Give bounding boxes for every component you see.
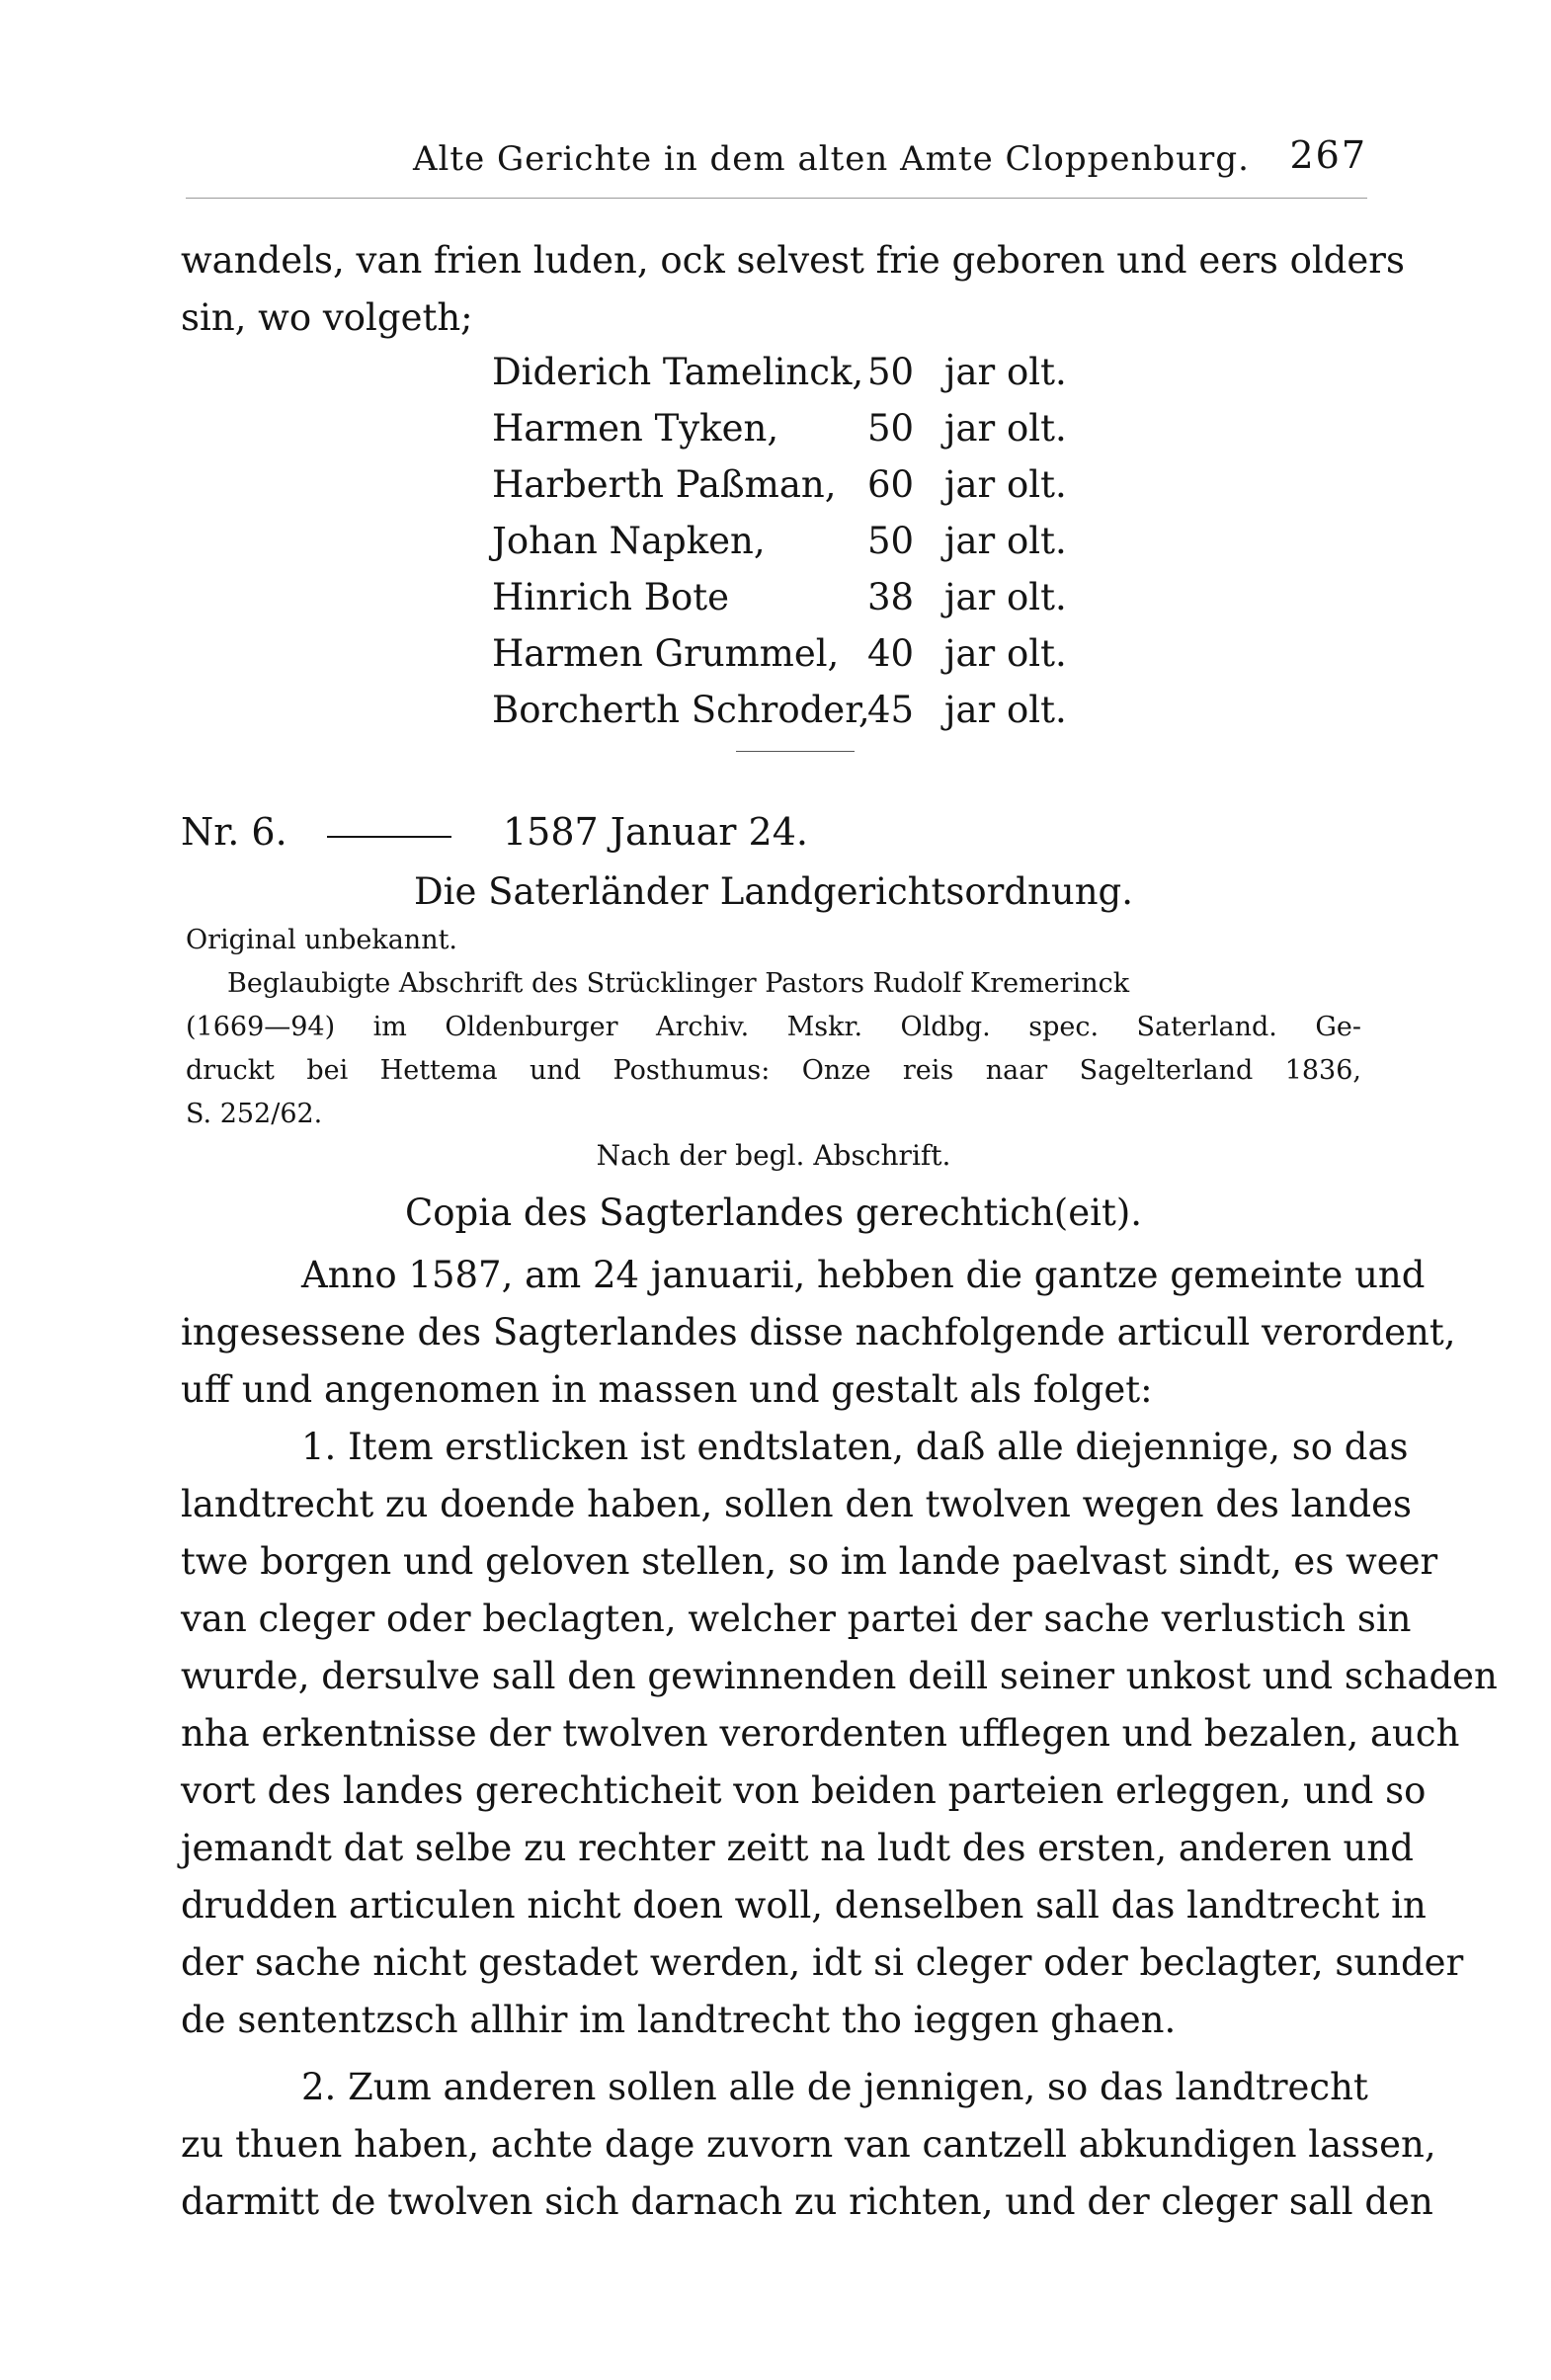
witness-age: 50 <box>867 520 915 562</box>
source-note: Original unbekannt. <box>186 925 458 955</box>
witness-age: 40 <box>867 632 915 675</box>
body-line: Anno 1587, am 24 januarii, hebben die gantze gemeinte und <box>301 1254 1426 1296</box>
witness-age: 45 <box>867 689 915 731</box>
witness-age-unit: jar olt. <box>944 351 1067 393</box>
document-number: Nr. 6. <box>181 810 287 854</box>
body-line: 1. Item erstlicken ist endtslaten, daß alle diejennige, so das <box>301 1426 1409 1468</box>
body-line: zu thuen haben, achte dage zuvorn van cantzell abkundigen lassen, <box>181 2123 1436 2166</box>
witness-age-unit: jar olt. <box>944 407 1067 450</box>
body-line: van cleger oder beclagten, welcher partei der sache verlustich sin <box>181 1598 1412 1640</box>
witness-age: 60 <box>867 463 915 506</box>
source-line: Beglaubigte Abschrift des Strücklinger Pastors Rudolf Kremerinck <box>227 968 1130 999</box>
body-line: der sache nicht gestadet werden, idt si cleger oder beclagter, sunder <box>181 1941 1464 1984</box>
document-date: 1587 Januar 24. <box>503 810 808 854</box>
witness-age-unit: jar olt. <box>944 576 1067 618</box>
source-note: Nach der begl. Abschrift. <box>596 1139 951 1172</box>
witness-age-unit: jar olt. <box>944 689 1067 731</box>
witness-age: 38 <box>867 576 915 618</box>
witness-row <box>492 682 1067 738</box>
body-line: uff und angenomen in massen und gestalt als folget: <box>181 1368 1153 1411</box>
heading-dash <box>327 836 451 838</box>
source-line: S. 252/62. <box>186 1099 323 1129</box>
body-line: nha erkentnisse der twolven verordenten ufflegen und bezalen, auch <box>181 1712 1460 1755</box>
witness-age: 50 <box>867 407 915 450</box>
witness-age-unit: jar olt. <box>944 632 1067 675</box>
witness-row <box>492 456 1067 513</box>
section-divider <box>736 751 855 752</box>
witness-age-unit: jar olt. <box>944 463 1067 506</box>
witness-row <box>492 625 1067 682</box>
document-title: Die Saterländer Landgerichtsordnung. <box>413 870 1133 913</box>
witness-name: Johan Napken, <box>492 520 766 562</box>
intro-line: sin, wo volgeth; <box>181 296 473 339</box>
body-line: drudden articulen nicht doen woll, denselben sall das landtrecht in <box>181 1884 1427 1927</box>
intro-line: wandels, van frien luden, ock selvest frie geboren und eers olders <box>181 239 1405 282</box>
header-rule <box>186 198 1367 199</box>
body-line: ingesessene des Sagterlandes disse nachfolgende articull verordent, <box>181 1311 1456 1354</box>
witness-age: 50 <box>867 351 915 393</box>
witness-name: Harmen Grummel, <box>492 632 840 675</box>
page-number: 267 <box>1289 133 1367 177</box>
body-line: 2. Zum anderen sollen alle de jennigen, so das landtrecht <box>301 2066 1368 2108</box>
witness-row <box>492 569 1067 625</box>
witness-age-unit: jar olt. <box>944 520 1067 562</box>
witness-name: Hinrich Bote <box>492 576 729 618</box>
running-header <box>186 133 1367 193</box>
body-line: jemandt dat selbe zu rechter zeitt na ludt des ersten, anderen und <box>181 1827 1414 1869</box>
witness-list <box>492 344 1067 738</box>
body-line: twe borgen und geloven stellen, so im lande paelvast sindt, es weer <box>181 1540 1438 1583</box>
witness-name: Harberth Paßman, <box>492 463 837 506</box>
witness-name: Diderich Tamelinck, <box>492 351 864 393</box>
copia-heading: Copia des Sagterlandes gerechtich(eit). <box>404 1191 1143 1234</box>
witness-row <box>492 513 1067 569</box>
body-line: wurde, dersulve sall den gewinnenden deill seiner unkost und schaden <box>181 1655 1498 1697</box>
witness-row <box>492 344 1067 400</box>
source-line: (1669—94) im Oldenburger Archiv. Mskr. Oldbg. spec. Saterland. Ge- <box>186 1012 1361 1042</box>
body-line: vort des landes gerechticheit von beiden parteien erleggen, und so <box>181 1769 1427 1812</box>
witness-name: Harmen Tyken, <box>492 407 779 450</box>
body-line: darmitt de twolven sich darnach zu richten, und der cleger sall den <box>181 2180 1433 2223</box>
source-line: druckt bei Hettema und Posthumus: Onze reis naar Sagelterland 1836, <box>186 1055 1361 1086</box>
body-line: landtrecht zu doende haben, sollen den twolven wegen des landes <box>181 1483 1412 1525</box>
witness-name: Borcherth Schroder, <box>492 689 870 731</box>
document-heading <box>181 810 1366 864</box>
running-title: Alte Gerichte in dem alten Amte Cloppenburg. <box>413 139 1250 179</box>
witness-row <box>492 400 1067 456</box>
body-line: de sententzsch allhir im landtrecht tho ieggen ghaen. <box>181 1999 1177 2041</box>
